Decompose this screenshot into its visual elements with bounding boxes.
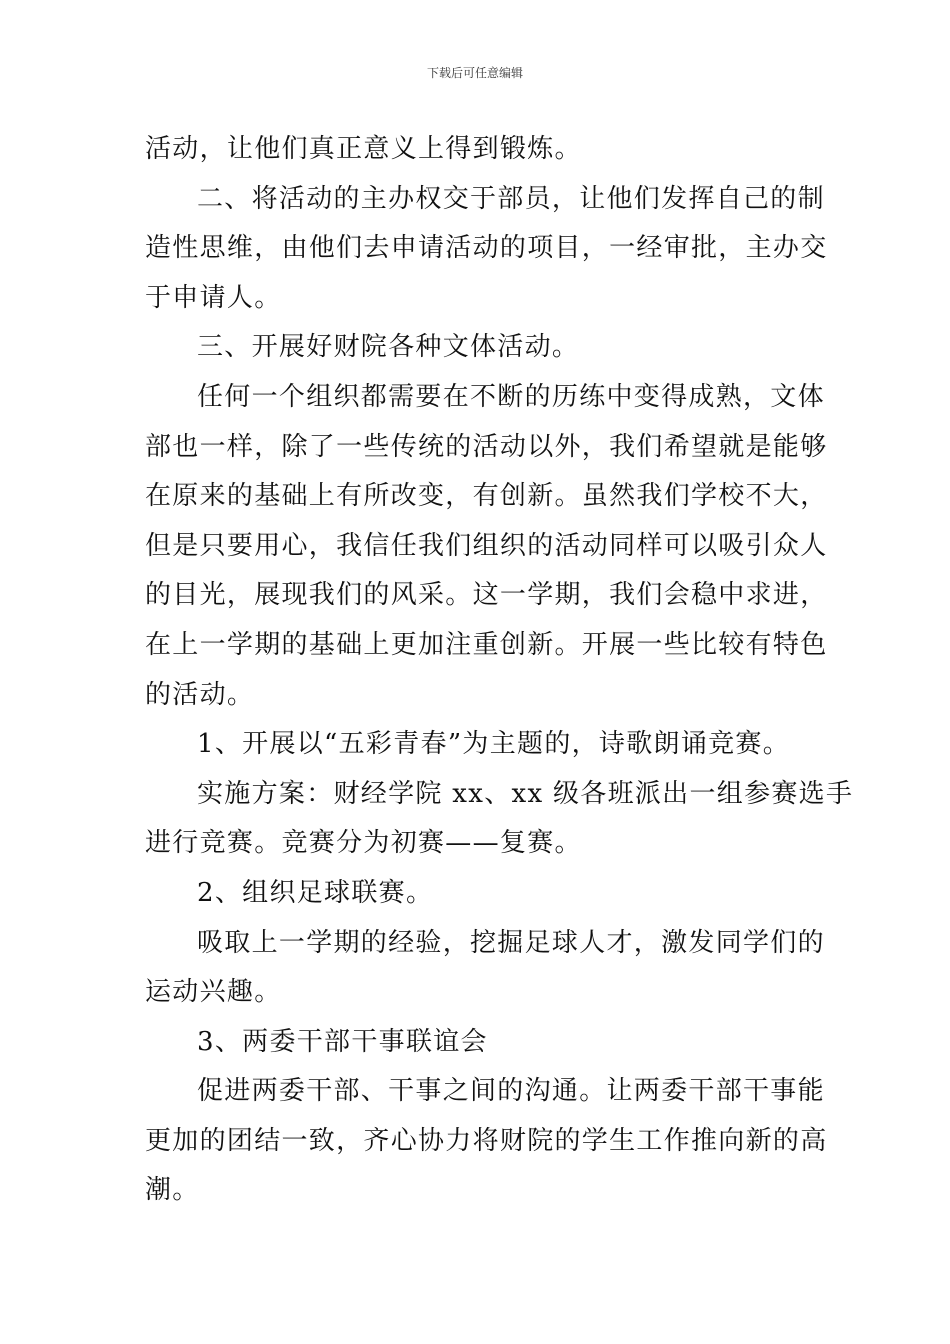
paragraph-start-line: 促进两委干部、干事之间的沟通。让两委干部干事能 (197, 1076, 825, 1107)
text-line: 的活动。 (145, 679, 255, 710)
text-line: 于申请人。 (145, 282, 282, 313)
paragraph-start-line: 吸取上一学期的经验，挖掘足球人才，激发同学们的 (197, 927, 825, 958)
list-item-heading-line: 3、两委干部干事联谊会 (197, 1026, 488, 1057)
list-item-heading-line: 2、组织足球联赛。 (197, 877, 434, 908)
text-line: 在上一学期的基础上更加注重创新。开展一些比较有特色 (145, 629, 828, 660)
paragraph-start-line: 实施方案：财经学院 xx、xx 级各班派出一组参赛选手 (197, 778, 854, 809)
document-body (145, 125, 854, 1216)
text-line: 造性思维，由他们去申请活动的项目，一经审批，主办交 (145, 233, 828, 264)
text-line: 更加的团结一致，齐心协力将财院的学生工作推向新的高 (145, 1125, 828, 1156)
text-line: 潮。 (145, 1175, 200, 1206)
page-header: 下载后可任意编辑 (426, 66, 523, 80)
text-line: 进行竞赛。竞赛分为初赛——复赛。 (145, 828, 582, 859)
paragraph-start-line: 二、将活动的主办权交于部员，让他们发挥自己的制 (197, 183, 825, 214)
text-line: 部也一样，除了一些传统的活动以外，我们希望就是能够 (145, 431, 828, 462)
text-line: 在原来的基础上有所改变，有创新。虽然我们学校不大， (145, 481, 828, 512)
text-line: 的目光，展现我们的风采。这一学期，我们会稳中求进， (145, 580, 828, 611)
list-item-heading-line: 1、开展以“五彩青春”为主题的，诗歌朗诵竞赛。 (197, 729, 791, 760)
section-heading-line: 三、开展好财院各种文体活动。 (197, 332, 580, 363)
text-line: 但是只要用心，我信任我们组织的活动同样可以吸引众人 (145, 530, 828, 561)
text-line: 活动，让他们真正意义上得到锻炼。 (145, 134, 582, 164)
paragraph-start-line: 任何一个组织都需要在不断的历练中变得成熟，文体 (197, 381, 825, 412)
text-line: 运动兴趣。 (145, 977, 282, 1008)
